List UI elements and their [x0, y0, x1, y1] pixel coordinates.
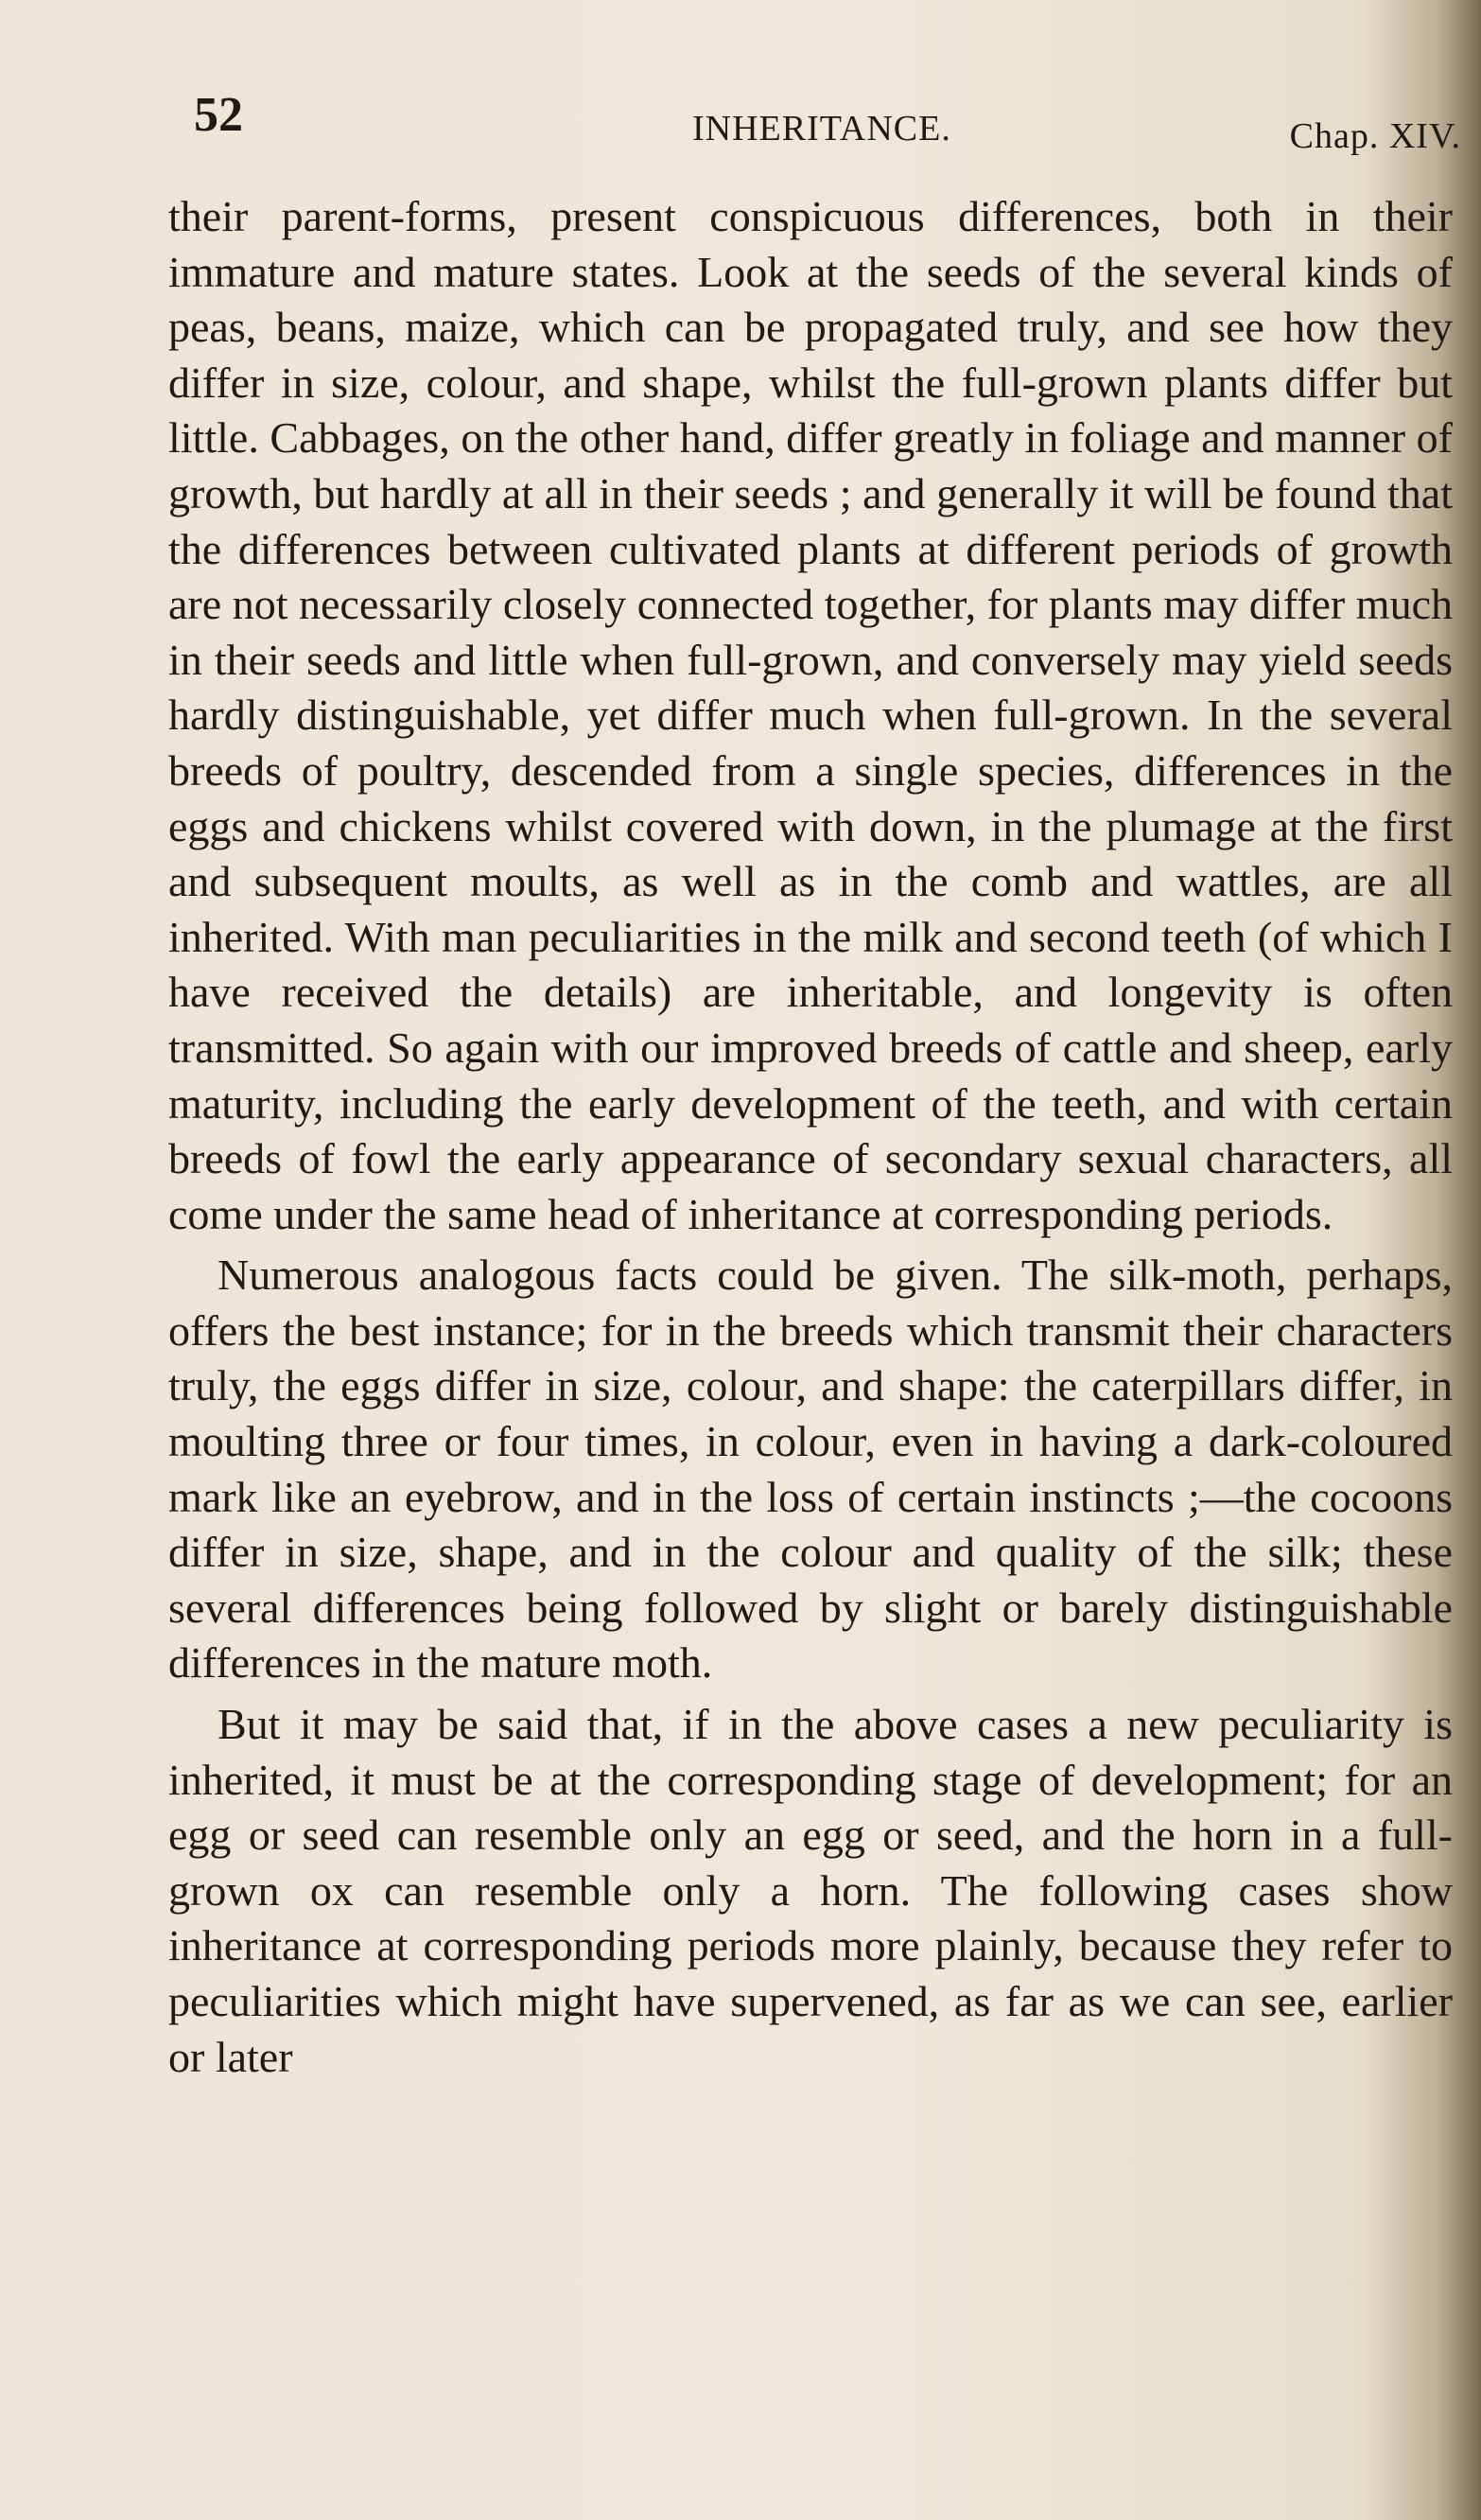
running-title: INHERITANCE.: [692, 109, 951, 149]
page-header: [194, 87, 1461, 163]
paragraph-silk-moth: Numerous analogous facts could be given. The silk-moth, perhaps, offers the best instance; for in the breeds which transmit their characters truly, the eggs differ in size, colour, and shape: the caterpillars differ, in moulting three or four times, in colour, even in having a dark-coloured mark like an eyebrow, and in the loss of certain instincts ;—the cocoons differ in size, shape, and in the colour and quality of the silk; these several differences being followed by slight or barely distinguishable differences in the mature moth.: [168, 1251, 1453, 1688]
page-number: 52: [194, 88, 243, 142]
paragraph-continued: their parent-forms, present conspicuous differences, both in their immature and mature states. Look at the seeds of the several kinds of peas, beans, maize, which can be propagated truly, and see how they differ in size, colour, and shape, whilst the full-grown plants differ but little. Cabbages, on the other hand, differ greatly in foliage and manner of growth, but hardly at all in their seeds ; and generally it will be found that the differences between cultivated plants at different periods of growth are not necessarily closely connected together, for plants may differ much in their seeds and little when full-grown, and conversely may yield seeds hardly distinguishable, yet differ much when full-grown. In the several breeds of poultry, descended from a single species, differences in the eggs and chickens whilst covered with down, in the plumage at the first and subsequent moults, as well as in the comb and wattles, are all inherited. With man peculiarities in the milk and second teeth (of which I have received the details) are inheritable, and longevity is often transmitted. So again with our improved breeds of cattle and sheep, early maturity, including the early development of the teeth, and with certain breeds of fowl the early appearance of secondary sexual characters, all come under the same head of inheritance at corresponding periods.: [168, 192, 1453, 1238]
body-text: [168, 189, 1453, 2085]
chapter-reference: Chap. XIV.: [1289, 116, 1461, 156]
paragraph-corresponding-stage: But it may be said that, if in the above cases a new peculiarity is inherited, it must be at the corresponding stage of development; for an egg or seed can resemble only an egg or seed, and the horn in a full-grown ox can resemble only a horn. The following cases show inheritance at corresponding periods more plainly, because they refer to peculiarities which might have supervened, as far as we can see, earlier or later: [168, 1700, 1453, 2081]
